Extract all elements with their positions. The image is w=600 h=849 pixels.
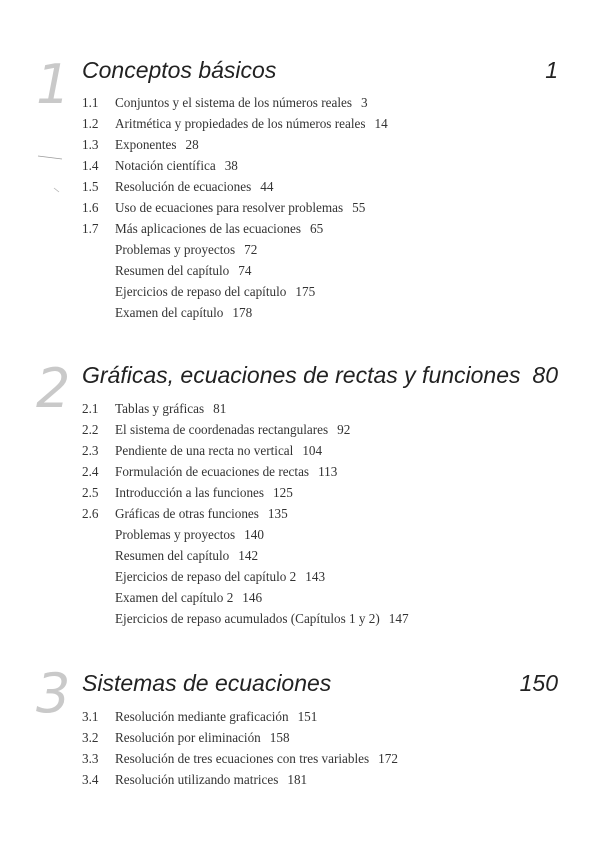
toc-entry[interactable] xyxy=(82,485,293,501)
section-title: Ejercicios de repaso del capítulo xyxy=(115,284,287,299)
section-number: 3.3 xyxy=(82,751,99,766)
toc-entry[interactable] xyxy=(82,401,226,417)
section-number: 3.1 xyxy=(82,709,99,724)
toc-entry[interactable] xyxy=(82,527,264,543)
section-title: Ejercicios de repaso acumulados (Capítulos 1 y 2) xyxy=(115,611,380,626)
section-title: Resolución mediante graficación xyxy=(115,709,289,724)
section-page: 3 xyxy=(360,95,368,110)
section-page: 65 xyxy=(310,221,324,236)
section-title: Exponentes xyxy=(115,137,177,152)
section-title: Resolución utilizando matrices xyxy=(115,772,279,787)
chapter-number: 3 xyxy=(36,662,71,725)
section-title: Examen del capítulo 2 xyxy=(115,590,234,605)
section-page: 14 xyxy=(374,116,388,131)
section-title: Ejercicios de repaso del capítulo 2 xyxy=(115,569,297,584)
toc-entry[interactable] xyxy=(82,548,258,564)
toc-entry[interactable] xyxy=(82,305,252,321)
section-title: Examen del capítulo xyxy=(115,305,224,320)
section-title: Pendiente de una recta no vertical xyxy=(115,443,294,458)
toc-entry[interactable] xyxy=(82,751,398,767)
section-number: 1.3 xyxy=(82,137,99,152)
toc-entry[interactable] xyxy=(82,263,251,279)
toc-entry[interactable] xyxy=(82,284,315,300)
section-title: Problemas y proyectos xyxy=(115,527,236,542)
section-page: 92 xyxy=(337,422,351,437)
section-title: Resumen del capítulo xyxy=(115,548,230,563)
section-title: Gráficas de otras funciones xyxy=(115,506,259,521)
section-page: 175 xyxy=(295,284,316,299)
section-number: 2.1 xyxy=(82,401,99,416)
toc-entry[interactable] xyxy=(82,569,325,585)
section-title: Resolución de ecuaciones xyxy=(115,179,252,194)
section-number: 1.1 xyxy=(82,95,99,110)
section-title: Tablas y gráficas xyxy=(115,401,205,416)
section-page: 178 xyxy=(232,305,253,320)
chapter-page: 150 xyxy=(519,670,558,696)
section-number: 2.5 xyxy=(82,485,99,500)
section-title: Resolución por eliminación xyxy=(115,730,261,745)
section-number: 1.5 xyxy=(82,179,99,194)
chapter-page: 80 xyxy=(532,362,558,388)
toc-entry[interactable] xyxy=(82,221,323,237)
toc-entry[interactable] xyxy=(82,137,199,153)
toc-entry[interactable] xyxy=(82,772,307,788)
section-number: 1.2 xyxy=(82,116,99,131)
scan-mark xyxy=(36,150,66,195)
section-page: 143 xyxy=(305,569,326,584)
section-page: 135 xyxy=(267,506,288,521)
toc-entry[interactable] xyxy=(82,179,273,195)
chapter-title: Conceptos básicos xyxy=(82,57,277,83)
section-page: 181 xyxy=(287,772,308,787)
section-title: Uso de ecuaciones para resolver problemas xyxy=(115,200,344,215)
section-number: 2.6 xyxy=(82,506,99,521)
section-page: 146 xyxy=(242,590,263,605)
section-page: 140 xyxy=(244,527,264,542)
section-page: 113 xyxy=(318,464,338,479)
chapter-title: Sistemas de ecuaciones xyxy=(82,670,332,696)
toc-entry[interactable] xyxy=(82,506,288,522)
toc-entry[interactable] xyxy=(82,158,238,174)
toc-entry[interactable] xyxy=(82,611,409,627)
toc-entry[interactable] xyxy=(82,709,317,725)
section-number: 1.6 xyxy=(82,200,99,215)
toc-entry[interactable] xyxy=(82,730,290,746)
section-number: 2.3 xyxy=(82,443,99,458)
toc-entry[interactable] xyxy=(82,590,262,606)
section-page: 38 xyxy=(224,158,238,173)
section-page: 74 xyxy=(238,263,252,278)
section-title: El sistema de coordenadas rectangulares xyxy=(115,422,329,437)
section-page: 147 xyxy=(388,611,409,626)
section-page: 104 xyxy=(302,443,323,458)
section-page: 55 xyxy=(352,200,366,215)
toc-entry[interactable] xyxy=(82,443,322,459)
section-title: Problemas y proyectos xyxy=(115,242,236,257)
toc-entry[interactable] xyxy=(82,242,257,258)
section-title: Resolución de tres ecuaciones con tres variables xyxy=(115,751,370,766)
section-page: 151 xyxy=(297,709,318,724)
toc-entry[interactable] xyxy=(82,464,337,480)
section-title: Resumen del capítulo xyxy=(115,263,230,278)
toc-entry[interactable] xyxy=(82,200,365,216)
section-page: 72 xyxy=(244,242,258,257)
section-number: 1.4 xyxy=(82,158,99,173)
section-number: 3.2 xyxy=(82,730,99,745)
chapter-title: Gráficas, ecuaciones de rectas y funciones xyxy=(82,362,521,388)
section-title: Formulación de ecuaciones de rectas xyxy=(115,464,310,479)
section-title: Aritmética y propiedades de los números reales xyxy=(115,116,366,131)
section-title: Notación científica xyxy=(115,158,216,173)
chapter-number: 2 xyxy=(36,357,71,420)
section-page: 81 xyxy=(213,401,227,416)
toc-entry[interactable] xyxy=(82,95,368,111)
toc-entry[interactable] xyxy=(82,116,388,132)
section-page: 44 xyxy=(260,179,274,194)
chapter-page: 1 xyxy=(545,57,558,83)
section-number: 2.2 xyxy=(82,422,99,437)
section-title: Conjuntos y el sistema de los números reales xyxy=(115,95,352,110)
chapter-number: 1 xyxy=(36,53,71,116)
section-number: 1.7 xyxy=(82,221,99,236)
section-title: Introducción a las funciones xyxy=(115,485,265,500)
section-page: 28 xyxy=(185,137,199,152)
section-page: 125 xyxy=(273,485,293,500)
section-page: 142 xyxy=(238,548,259,563)
section-number: 2.4 xyxy=(82,464,99,479)
section-number: 3.4 xyxy=(82,772,99,787)
section-title: Más aplicaciones de las ecuaciones xyxy=(115,221,302,236)
section-page: 158 xyxy=(269,730,290,745)
toc-entry[interactable] xyxy=(82,422,350,438)
section-page: 172 xyxy=(378,751,398,766)
